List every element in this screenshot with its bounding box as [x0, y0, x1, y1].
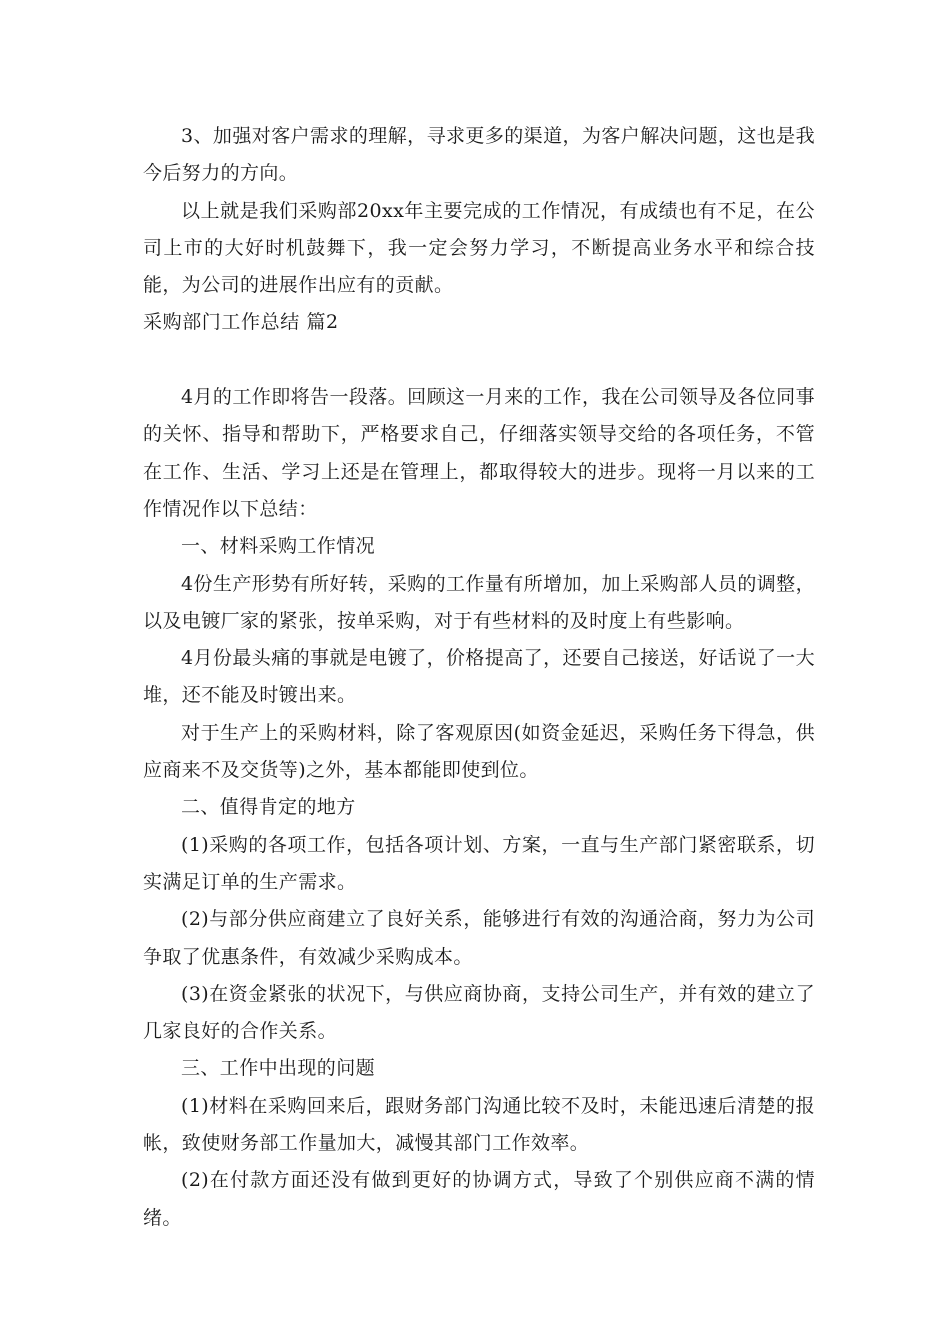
paragraph: (1)采购的各项工作，包括各项计划、方案，一直与生产部门紧密联系，切实满足订单的生产需求。 [143, 833, 815, 893]
paragraph: 4月份最头痛的事就是电镀了，价格提高了，还要自己接送，好话说了一大堆，还不能及时镀出来。 [143, 647, 815, 707]
paragraph: (1)材料在采购回来后，跟财务部门沟通比较不及时，未能迅速后清楚的报帐，致使财务部工作量加大，减慢其部门工作效率。 [143, 1094, 815, 1155]
document-body [143, 118, 815, 1237]
paragraph: (3)在资金紧张的状况下，与供应商协商，支持公司生产，并有效的建立了几家良好的合作关系。 [143, 982, 815, 1043]
paragraph: 对于生产上的采购材料，除了客观原因(如资金延迟，采购任务下得急，供应商来不及交货等)之外，基本都能即使到位。 [143, 721, 815, 782]
paragraph: 4份生产形势有所好转，采购的工作量有所增加，加上采购部人员的调整，以及电镀厂家的紧张，按单采购，对于有些材料的及时度上有些影响。 [143, 572, 815, 632]
paragraph: 4月的工作即将告一段落。回顾这一月来的工作，我在公司领导及各位同事的关怀、指导和帮助下，严格要求自己，仔细落实领导交给的各项任务，不管在工作、生活、学习上还是在管理上，都取得较大的进步。现将一月以来的工作情况作以下总结： [143, 386, 815, 520]
paragraph: (2)与部分供应商建立了良好关系，能够进行有效的沟通洽商，努力为公司争取了优惠条件，有效减少采购成本。 [143, 908, 815, 968]
subheading: 三、工作中出现的问题 [181, 1057, 376, 1080]
section-heading: 采购部门工作总结 篇2 [143, 311, 339, 334]
paragraph: (2)在付款方面还没有做到更好的协调方式，导致了个别供应商不满的情绪。 [143, 1169, 815, 1229]
paragraph: 3、加强对客户需求的理解，寻求更多的渠道，为客户解决问题，这也是我今后努力的方向。 [143, 125, 815, 185]
blank-line [143, 342, 815, 379]
subheading: 一、材料采购工作情况 [181, 535, 376, 558]
subheading: 二、值得肯定的地方 [181, 796, 356, 819]
paragraph: 以上就是我们采购部20xx年主要完成的工作情况，有成绩也有不足，在公司上市的大好时机鼓舞下，我一定会努力学习，不断提高业务水平和综合技能，为公司的进展作出应有的贡献。 [143, 199, 815, 297]
